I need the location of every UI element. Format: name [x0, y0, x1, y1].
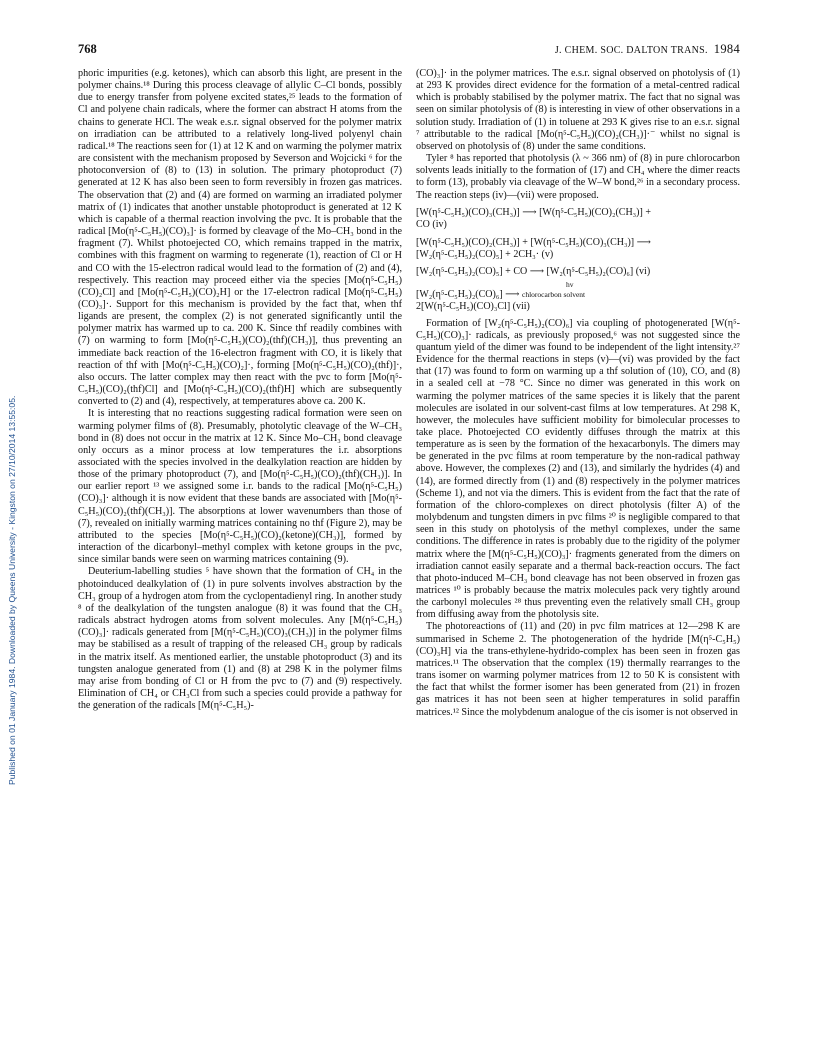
equation-v-line2: [W₂(η⁵-C₅H₅)₂(CO)₅] + 2CH₃· (v) [416, 248, 554, 260]
right-column [416, 68, 740, 719]
reaction-scheme [416, 207, 740, 314]
solvent-label: chlorocarbon solvent [522, 289, 586, 299]
journal-year: 1984 [713, 42, 740, 56]
equation-v-line1: [W(η⁵-C₅H₅)(CO)₂(CH₃)] + [W(η⁵-C₅H₅)(CO)₃(CH₃)] ⟶ [416, 236, 651, 248]
left-column [78, 68, 402, 712]
equation-vii-line1 [416, 289, 740, 301]
journal-header [555, 42, 740, 57]
paragraph: phoric impurities (e.g. ketones), which can absorb this light, are present in the polymer chains.¹⁸ During this process cleavage of allylic C–Cl bonds, possibly due to energy transfer from polyene excited states,²⁵ leads to the formation of Cl and polyene chain radicals, where the former can abstract H atoms from the chains to generate HCl. The weak e.s.r. signal observed for the polymer matrix on irradiation can be attributed to a relatively long-lived polyenyl chain radical.¹⁸ The reactions seen for (1) at 12 K and on warming the polymer matrix are consistent with the mechanism proposed by Severson and Wojcicki ⁶ for the photoconversion of (8) to (13) in solution. The primary photoproduct (7) generated at 12 K has also been seen to form reversibly in frozen gas matrices. The observation that (2) and (4) are formed on warming an irradiated polymer matrix of (1) indicates that another unstable photoproduct is generated at 12 K which is capable of a thermal reaction involving the pvc. It is probable that the radical [Mo(η⁵-C₅H₅)(CO)₃]· is formed by cleavage of the Mo–CH₃ bond in the fragment (7). Whilst photoejected CO, which remains trapped in the matrix, combines with this fragment on warming to regenerate (1), reaction of Cl or H and CO with the 15-electron radical would lead to the formation of (2) and (4), respectively. This reaction may proceed either via the species [Mo(η⁵-C₅H₅)(CO)₂Cl] and [Mo(η⁵-C₅H₅)(CO)₂H] or the 17-electron radical [Mo(η⁵-C₅H₅)(CO)₃]·. Support for this mechanism is provided by the fact that, when thf ligands are present, the complex (2) is not generated significantly until the polymer matrix has warmed up to ca. 200 K. Since thf readily combines with (7) on warming to form [Mo(η⁵-C₅H₅)(CO)₂(thf)(CH₃)], thus preventing an immediate back reaction of the 16-electron fragment with CO, it is likely that reaction of thf with [Mo(η⁵-C₅H₅)(CO)₂]·, forming [Mo(η⁵-C₅H₅)(CO)₂(thf)]·, also occurs. The latter complex may then react with the pvc to form [Mo(η⁵-C₅H₅)(CO)₂(thf)Cl] and [Mo(η⁵-C₅H₅)(CO)₂(thf)H] which are subsequently converted to (2) and (4), respectively, at temperatures above ca. 200 K. [78, 68, 402, 408]
paragraph: It is interesting that no reactions suggesting radical formation were seen on warming polymer films of (8). Presumably, photolytic cleavage of the W–CH₃ bond in (8) does not occur in the matrix at 12 K. Since Mo–CH₃ bond cleavage only occurs as a minor process at low temperatures the i.r. absorptions associated with the species involved in the dealkylation reaction are hidden by those of the primary photoproduct (7), and [Mo(η⁵-C₅H₅)(CO)₂(thf)(CH₃)]. In our earlier report ¹³ we assigned some i.r. bands to the radical [Mo(η⁵-C₅H₅)(CO)₃]· although it is now evident that these bands are associated with [Mo(η⁵-C₅H₅)(CO)₂(thf)(CH₃)]. The absorptions at lower wavenumbers than those of (7), revealed on initially warming matrices containing no thf (Figure 2), may be attributed to the species [Mo(η⁵-C₅H₅)(CO)₂(ketone)(CH₃)], formed by interaction of the dicarbonyl–methyl complex with ketone groups in the pvc, since similar bands were seen on warming matrices containing (9). [78, 408, 402, 566]
hv-label: hv [566, 279, 574, 289]
paragraph: Deuterium-labelling studies ⁵ have shown that the formation of CH₄ in the photoinduced dealkylation of (1) in pure solvents involves abstraction by the CH₃ group of a hydrogen atom from the cyclopentadienyl ring. In another study ⁸ of the dealkylation of the tungsten analogue (8) it was found that the CH₃ radicals abstract hydrogen atoms from solvent molecules. Any [M(η⁵-C₅H₅)(CO)₃]· radicals generated from [M(η⁵-C₅H₅)(CO)₃(CH₃)] in the polymer films may be stabilised as a result of trapping of the released CH₃ group by radicals in the matrix itself. As mentioned earlier, the unstable photoproduct (3) and its tungsten analogue generated from (1) and (8) at 298 K in the polymer films may arise from bonding of Cl or H from the pvc to (7) and (9) respectively. Elimination of CH₄ or CH₃Cl from such a species could provide a pathway for the generation of the radicals [M(η⁵-C₅H₅)- [78, 566, 402, 712]
paragraph: Tyler ⁸ has reported that photolysis (λ ~ 366 nm) of (8) in pure chlorocarbon solvents leads initially to the formation of (17) and CH₄ where the dimer reacts to form (13), probably via cleavage of the W–W bond,²⁶ in a secondary process. The reaction steps (iv)—(vii) were proposed. [416, 153, 740, 201]
equation-iv-line2: CO (iv) [416, 219, 447, 231]
download-watermark: Published on 01 January 1984. Downloaded by Queens University - Kingston on 27/10/2014 13:55:05. [7, 395, 17, 785]
equation-vi: [W₂(η⁵-C₅H₅)₂(CO)₅] + CO ⟶ [W₂(η⁵-C₅H₅)₂(CO)₆] (vi) [416, 266, 651, 278]
journal-name: J. CHEM. SOC. DALTON TRANS. [554, 45, 708, 56]
paragraph: Formation of [W₂(η⁵-C₅H₅)₂(CO)₆] via coupling of photogenerated [W(η⁵-C₅H₅)(CO)₃]· radicals, as previously proposed,⁶ was not suggested since the quantum yield of the dimer was found to be independent of the light intensity.²⁷ Evidence for the thermal reactions in steps (v)—(vi) was provided by the fact that (17) was found to form on warming up a thf solution of (10), CO, and (8) in a sealed cell at −78 °C. Since no dimer was generated in this work on warming the polymer matrices of the same species it is likely that the parent molecules are isolated in our solvent-cast films at low temperatures. At 298 K, however, the molecules have sufficient mobility for bimolecular processes to take place. Photoejected CO evidently diffuses through the matrix at this temperature as is seen by the formation of the hexacarbonyls. The dimers may be generated in the pvc films at room temperature by the non-radical pathway above. However, the complexes (2) and (13), and similarly the hydrides (4) and (14), are formed directly from (1) and (8) respectively in the polymer matrices (Scheme 1), and not via the dimers. This is evident from the fact that the rate of formation of the chloro-complexes on direct photolysis (filter A) of the molybdenum and tungsten dimers in pvc films ²⁰ is negligible compared to that seen in this study on photolysis of the methyl complexes, under the same conditions. The difference in rates is probably due to the rigidity of the polymer matrix where the [M(η⁵-C₅H₅)(CO)₃]· fragments generated from the dimers on irradiation cannot easily separate and a thermal back-reaction occurs. The fact that photo-induced M–CH₃ bond cleavage has not been observed in frozen gas matrices ¹⁰ is probably because the matrix molecules pack very tightly around the carbonyl molecules ²⁸ thus preventing even the relatively small CH₃ group from diffusing away from the photolysis site. [416, 317, 740, 621]
paragraph: The photoreactions of (11) and (20) in pvc film matrices at 12—298 K are summarised in Scheme 2. The photogeneration of the hydride [M(η⁵-C₅H₅)(CO)₃H] via the trans-ethylene-hydrido-complex has been seen in frozen gas matrices.¹¹ The observation that the complex (19) thermally rearranges to the trans isomer on warming polymer matrices from 12 to 50 K is consistent with the fact that whilst the former isomer has been generated from (21) in frozen gas matrices it has not been seen at higher temperatures in solid paraffin matrices.¹² Since the molybdenum analogue of the cis isomer is not observed in [416, 621, 740, 718]
paragraph: (CO)₃]· in the polymer matrices. The e.s.r. signal observed on photolysis of (1) at 293 K provides direct evidence for the formation of a metal-centred radical which is probably stabilised by the polymer matrix. The fact that no signal was seen on similar photolysis of (8) is interesting in view of other observations in a solution study. Irradiation of (1) in toluene at 293 K gives rise to an e.s.r. signal ⁷ attributable to the radical [Mo(η⁵-C₅H₅)(CO)₂(CH₃)]·⁻ whilst no signal is observed on photolysis of (8) under the same conditions. [416, 68, 740, 152]
equation-vii-line2: 2[W(η⁵-C₅H₅)(CO)₃Cl] (vii) [416, 301, 530, 313]
equation-iv-line1: [W(η⁵-C₅H₅)(CO)₃(CH₃)] ⟶ [W(η⁵-C₅H₅)(CO)₂(CH₃)] + [416, 206, 651, 218]
equation-vii-reactant: [W₂(η⁵-C₅H₅)₂(CO)₆] ⟶ [416, 288, 520, 300]
page-number: 768 [78, 42, 97, 56]
